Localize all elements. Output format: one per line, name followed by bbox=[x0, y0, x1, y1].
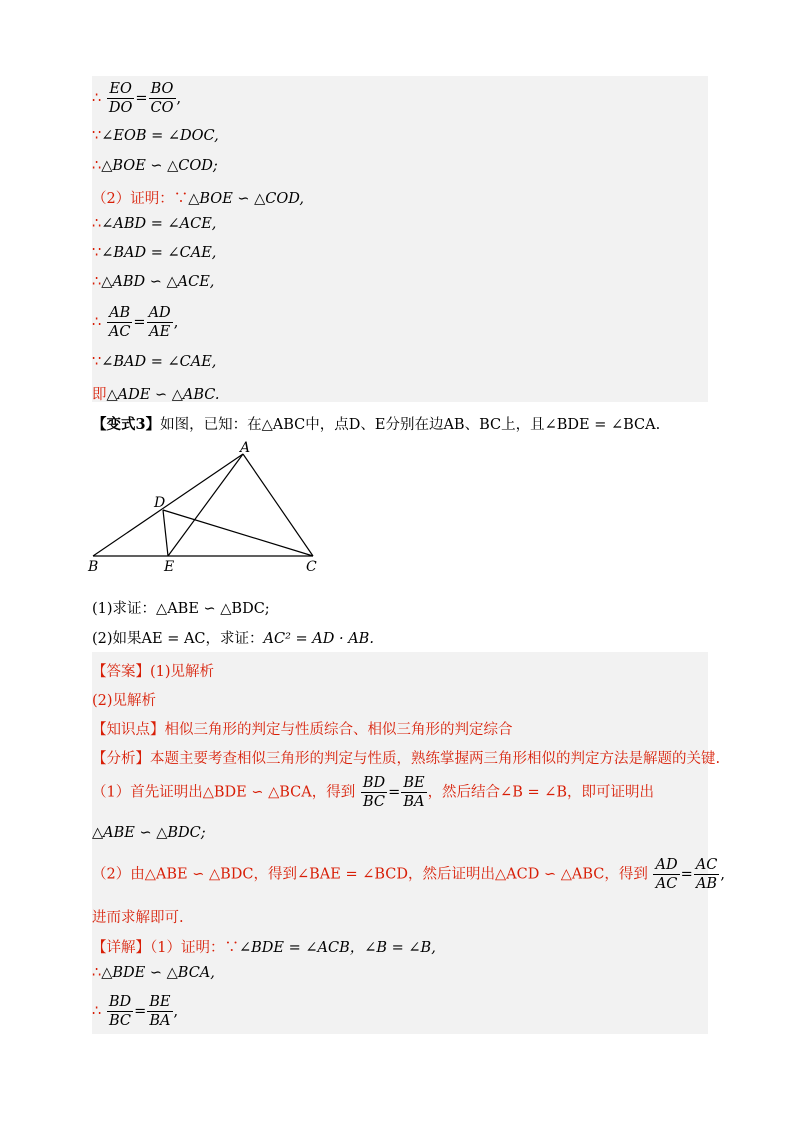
fraction: $\frac{BD}{BC}$ bbox=[362, 775, 386, 810]
proof-line-10: 即△ADE ∽ △ABC. bbox=[92, 387, 220, 403]
label-a: A bbox=[240, 440, 251, 456]
proof-line-4: （2）证明：∵△BOE ∽ △COD, bbox=[92, 191, 305, 207]
question-2: (2)如果AE = AC，求证：AC² = AD · AB. bbox=[92, 631, 374, 647]
fraction: $\frac{BE}{BA}$ bbox=[149, 994, 171, 1029]
proof-line-3: ∴△BOE ∽ △COD; bbox=[92, 158, 218, 174]
proof-line-5: ∴∠ABD = ∠ACE, bbox=[92, 216, 217, 232]
triangle-figure bbox=[86, 440, 326, 575]
label-b: B bbox=[88, 559, 99, 575]
proof-line-6: ∵∠BAD = ∠CAE, bbox=[92, 245, 217, 261]
fraction: $\frac{AC}{AB}$ bbox=[695, 857, 718, 892]
question-1: (1)求证：△ABE ∽ △BDC; bbox=[92, 601, 270, 617]
segment-de bbox=[163, 510, 168, 556]
fraction: $\frac{AD}{AC}$ bbox=[655, 857, 678, 892]
fraction: $\frac{BO}{CO}$ bbox=[150, 81, 174, 116]
analysis-p1: （1）首先证明出△BDE ∽ △BCA，得到 $\frac{BD}{BC}$ = $\frac{BE}{BA}$ ，然后结合∠B = ∠B，即可证明出 bbox=[92, 775, 655, 810]
answer-line-1: 【答案】(1)见解析 bbox=[92, 664, 215, 680]
detail-line-3: ∴ $\frac{BD}{BC}$ = $\frac{BE}{BA}$ , bbox=[92, 994, 179, 1029]
analysis-line: 【分析】本题主要考查相似三角形的判定与性质，熟练掌握两三角形相似的判定方法是解题的关键. bbox=[92, 751, 721, 767]
analysis-p2-cont: 进而求解即可. bbox=[92, 910, 184, 926]
analysis-p2: （2）由△ABE ∽ △BDC，得到∠BAE = ∠BCD，然后证明出△ACD ∽ △ABC，得到 $\frac{AD}{AC}$ = $\frac{AC}{AB}$ , bbox=[92, 857, 725, 892]
detail-line-2: ∴△BDE ∽ △BCA, bbox=[92, 965, 215, 981]
label-d: D bbox=[154, 495, 166, 511]
segment-ac bbox=[243, 454, 313, 556]
label-c: C bbox=[306, 559, 317, 575]
fraction: $\frac{BD}{BC}$ bbox=[108, 994, 132, 1029]
therefore-symbol: ∴ bbox=[92, 90, 102, 107]
knowledge-line: 【知识点】相似三角形的判定与性质综合、相似三角形的判定综合 bbox=[92, 722, 513, 738]
detail-line-1: 【详解】（1）证明：∵∠BDE = ∠ACB，∠B = ∠B, bbox=[92, 940, 436, 956]
proof-line-8: ∴ $\frac{AB}{AC}$ = $\frac{AD}{AE}$ , bbox=[92, 305, 179, 340]
label-e: E bbox=[164, 559, 175, 575]
segment-ab bbox=[93, 454, 243, 556]
fraction: $\frac{EO}{DO}$ bbox=[108, 81, 133, 116]
analysis-p1-cont: △ABE ∽ △BDC; bbox=[92, 825, 206, 841]
segment-ae bbox=[168, 454, 243, 556]
fraction: $\frac{AB}{AC}$ bbox=[108, 305, 131, 340]
variant-question: 【变式3】如图，已知：在△ABC中，点D、E分别在边AB、BC上，且∠BDE = ∠BCA. bbox=[92, 416, 661, 433]
fraction: $\frac{AD}{AE}$ bbox=[148, 305, 171, 340]
proof-line-2: ∵∠EOB = ∠DOC, bbox=[92, 128, 219, 144]
proof-line-9: ∵∠BAD = ∠CAE, bbox=[92, 354, 217, 370]
proof-line-7: ∴△ABD ∽ △ACE, bbox=[92, 274, 215, 290]
fraction: $\frac{BE}{BA}$ bbox=[403, 775, 425, 810]
proof-line-1: ∴ $\frac{EO}{DO}$ = $\frac{BO}{CO}$ , bbox=[92, 81, 182, 116]
answer-line-2: (2)见解析 bbox=[92, 693, 157, 709]
